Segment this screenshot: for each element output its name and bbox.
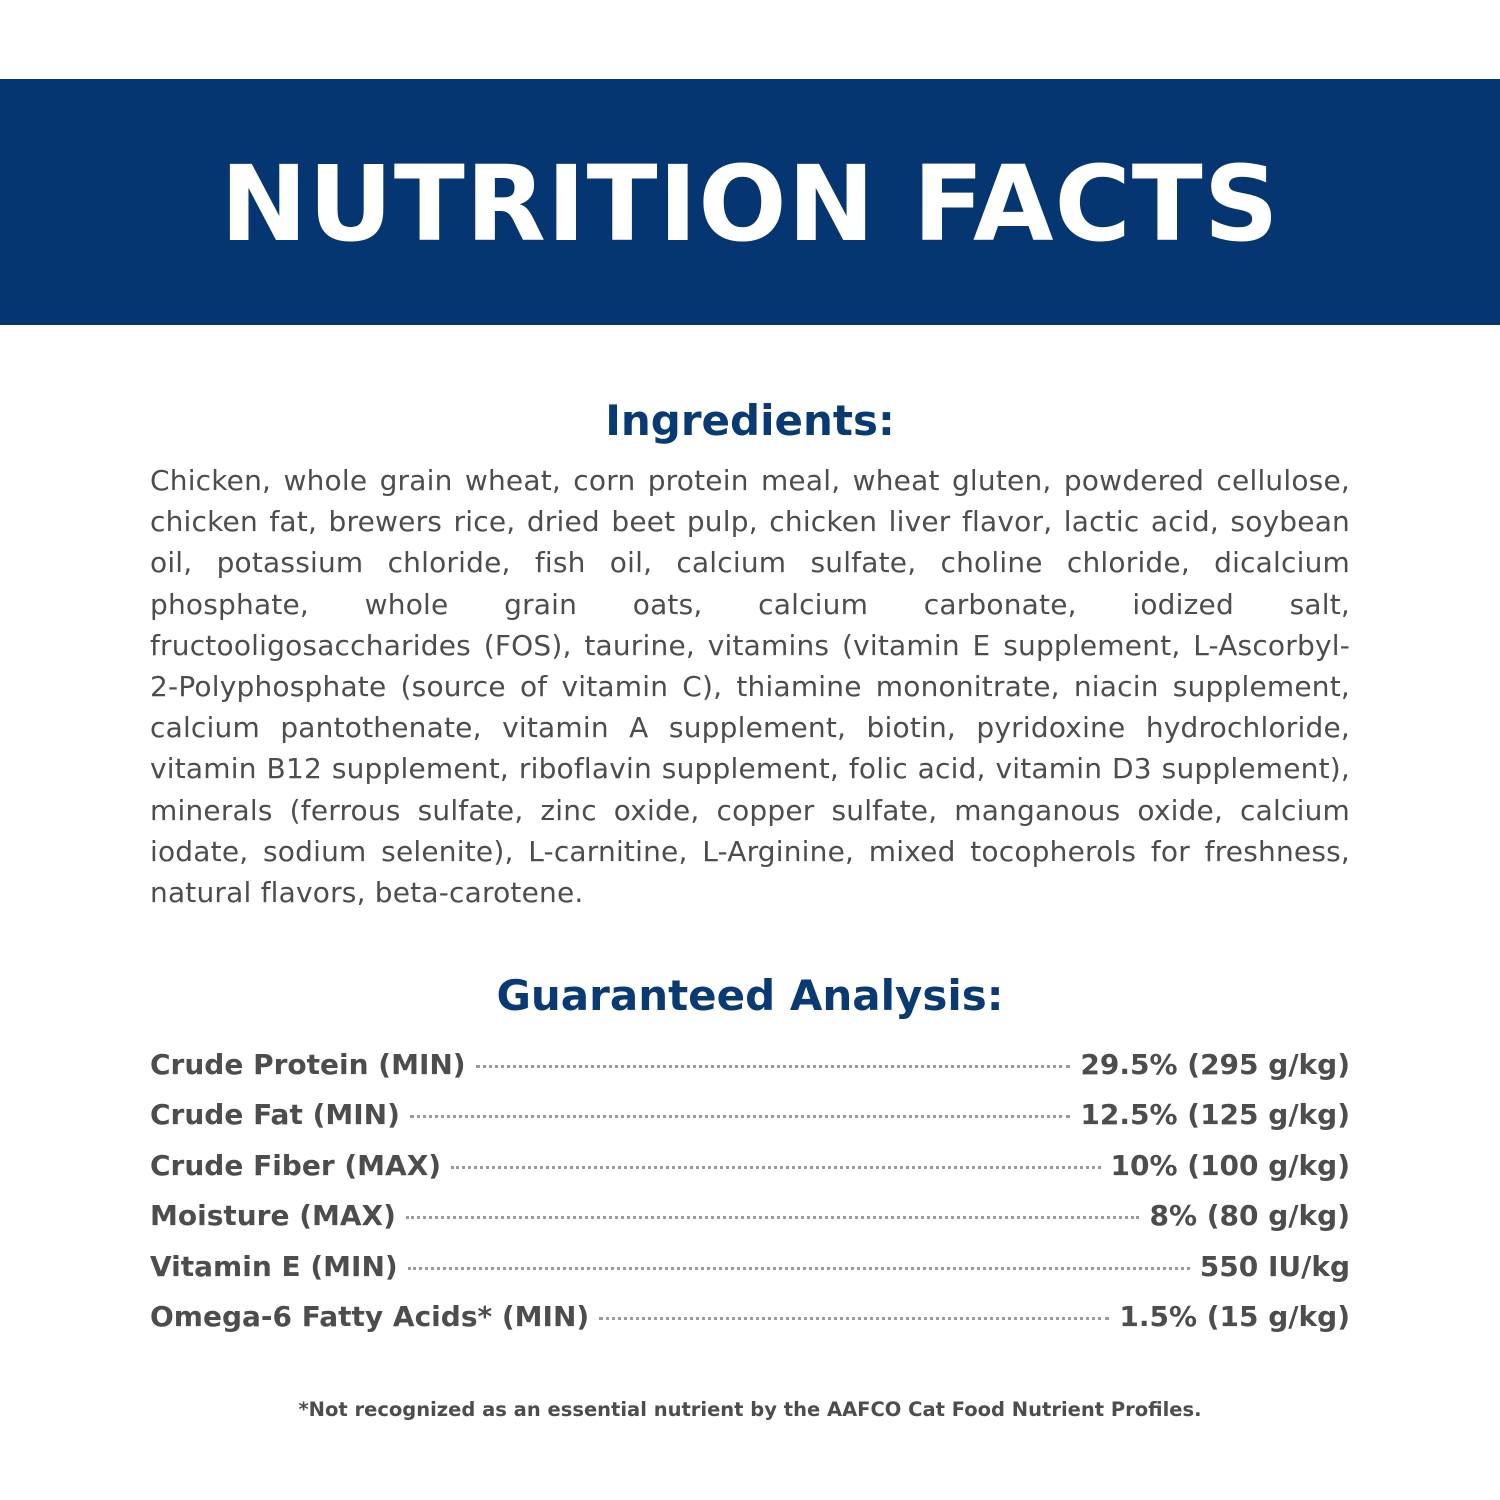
analysis-value: 550 IU/kg bbox=[1199, 1249, 1350, 1283]
dotted-leader bbox=[599, 1317, 1109, 1320]
ingredients-heading: Ingredients: bbox=[605, 396, 895, 445]
analysis-label: Vitamin E (MIN) bbox=[150, 1249, 398, 1283]
analysis-value: 8% (80 g/kg) bbox=[1149, 1199, 1350, 1233]
analysis-row-omega-6 bbox=[150, 1292, 1350, 1342]
analysis-label: Crude Fat (MIN) bbox=[150, 1098, 400, 1132]
analysis-row-moisture bbox=[150, 1191, 1350, 1241]
dotted-leader bbox=[476, 1065, 1071, 1068]
analysis-label: Crude Fiber (MAX) bbox=[150, 1148, 442, 1182]
dotted-leader bbox=[408, 1267, 1190, 1270]
analysis-label: Moisture (MAX) bbox=[150, 1199, 396, 1233]
dotted-leader bbox=[406, 1216, 1140, 1219]
dotted-leader bbox=[451, 1166, 1100, 1169]
banner-title: NUTRITION FACTS bbox=[220, 143, 1280, 265]
analysis-row-crude-protein bbox=[150, 1040, 1350, 1090]
guaranteed-analysis-heading: Guaranteed Analysis: bbox=[496, 971, 1004, 1020]
dotted-leader bbox=[410, 1115, 1070, 1118]
analysis-value: 10% (100 g/kg) bbox=[1110, 1148, 1350, 1182]
analysis-row-crude-fat bbox=[150, 1090, 1350, 1140]
analysis-row-crude-fiber bbox=[150, 1141, 1350, 1191]
aafco-footnote: *Not recognized as an essential nutrient by the AAFCO Cat Food Nutrient Profiles. bbox=[298, 1398, 1202, 1421]
analysis-row-vitamin-e bbox=[150, 1242, 1350, 1292]
analysis-value: 29.5% (295 g/kg) bbox=[1080, 1048, 1350, 1081]
analysis-value: 12.5% (125 g/kg) bbox=[1080, 1098, 1350, 1132]
analysis-label: Omega-6 Fatty Acids* (MIN) bbox=[150, 1299, 590, 1333]
analysis-value: 1.5% (15 g/kg) bbox=[1119, 1299, 1350, 1333]
nutrition-facts-banner bbox=[0, 79, 1500, 325]
analysis-label: Crude Protein (MIN) bbox=[150, 1048, 466, 1081]
ingredients-text: Chicken, whole grain wheat, corn protein meal, wheat gluten, powdered cellulose, chicken fat, brewers rice, dried beet pulp, chicken liver flavor, lactic acid, soybean oil, potassium chloride, fish oil, calcium sulfate, choline chloride, dicalcium phosphate, whole grain oats, calcium carbonate, iodized salt, fructooligosaccharides (FOS), taurine, vitamins (vitamin E supplement, L-Ascorbyl-2-Polyphosphate (source of vitamin C), thiamine mononitrate, niacin supplement, calcium pantothenate, vitamin A supplement, biotin, pyridoxine hydrochloride, vitamin B12 supplement, riboflavin supplement, folic acid, vitamin D3 supplement), minerals (ferrous sulfate, zinc oxide, copper sulfate, manganous oxide, calcium iodate, sodium selenite), L-carnitine, L-Arginine, mixed tocopherols for freshness, natural flavors, beta-carotene. bbox=[150, 464, 1350, 910]
guaranteed-analysis-list bbox=[150, 1040, 1350, 1342]
